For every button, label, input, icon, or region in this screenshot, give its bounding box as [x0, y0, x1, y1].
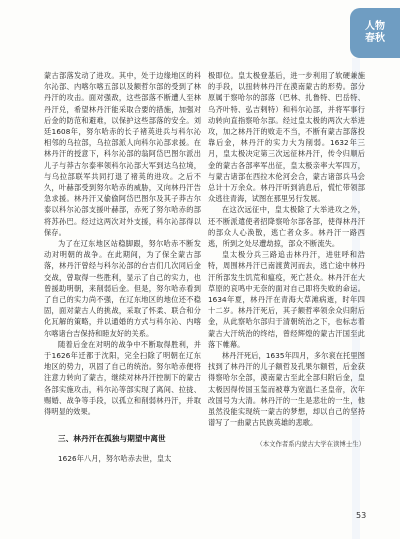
right-paragraph-1: 极即位。皇太极登基后，进一步利用了软硬兼施的手段，以扭转林丹汗在漠南蒙古的形势。部分原属于察哈尔的部落（巴林、扎鲁特、巴岳特、乌齐叶特、弘吉剌特）和科尔沁部，并将军事行动转向直指察哈尔部。经过皇太极的两次大举进攻，加之林丹汗的败走不当，不断有蒙古部落投靠后金，林丹汗的实力大为削弱。1632年三月，皇太极决定第三次远征林丹汗，传令归顺后金的蒙古各部率军出征，皇太极亲率大军四万，与蒙古诸部在西拉木伦河会合，蒙古诸部兵马会总计十万余众。林丹汗听到消息后，慌忙带领部众逃往青海，试图在那里另行发展。: [208, 71, 365, 204]
section-heading: 三、林丹汗在孤独与期望中离世: [58, 434, 166, 444]
left-paragraph-2: 为了在辽东地区站稳脚跟，努尔哈赤不断发动对明朝的战争。在此期间，为了保全蒙古部落，林丹汗曾经与科尔沁部的台吉们几次同后金交战，曾取得一些胜利，显示了自己的实力，也曾援助明朝，来削弱后金。但是，努尔哈赤看到了自己的实力尚不强，在辽东地区的地位还不稳固，面对蒙古人的挑战，采取了怀柔、联合和分化瓦解的策略，并以通婚的方式与科尔沁、内喀尔喀诸台吉保持和睦友好的关系。: [44, 239, 201, 338]
right-paragraph-4: 林丹汗死后，1635年四月，多尔衮在托里图找到了林丹汗的儿子额哲及孔果尔额哲，后金获得察哈尔全部，漠南蒙古至此全部归附后金，皇太极因得传国玉玺而被尊为宽温仁圣皇帝，次年改国号为大清。林丹汗的一生是悲壮的一生，他虽然没能实现统一蒙古的梦想，却以自己的坚持谱写了一曲蒙古民族英雄的悲歌。: [208, 351, 365, 428]
section-tab-line-2: 春秋: [365, 33, 385, 44]
author-note: （本文作者系内蒙古大学在读博士生）: [256, 439, 365, 448]
page-number: 53: [356, 511, 367, 520]
left-paragraph-1: 蒙古部落发动了进攻。其中，处于边缘地区的科尔沁部、内喀尔喀五部以及额哲尔部的受到了林丹汗的攻击。面对强敌，这些部落不断遭人至林丹汗兑，希望林丹汗能采取合要的措施，加强对后金的防范和避难，以保护这些部落的安全。刘廷1608年，努尔哈赤的长子褚英进兵与科尔沁相邻的乌拉部，乌拉部派人向科尔沁部求援。在林丹汗的授意下，科尔沁部的翁阿岱巴图尔派出儿子与莽古尔泰率领科尔沁部大军到达乌拉境，与乌拉部联军共同打退了褚英的进攻。之后不久，叶赫部受到努尔哈赤的威胁，又向林丹汗告急求援。林丹汗又偷偷阿岱巴图尔及其子莽古尔泰以科尔沁部支援叶赫部，赤死了努尔哈赤的部将苏孙巴。经过这两次对外支援，科尔沁部得以保存。: [44, 71, 201, 237]
section-tab-line-1: 人物: [365, 21, 385, 32]
right-paragraph-2: 在这次远征中，皇太极除了大举进攻之外，还不断派遣使者招降察哈尔部各部，使得林丹汗的部众人心涣散，逃亡者众多。林丹汗一路西逃，所到之处尽遭劫掠，部众不断流失。: [208, 205, 365, 249]
left-last-paragraph: 1626年八月，努尔哈赤去世，皇太: [58, 453, 172, 463]
section-tab: [350, 8, 400, 58]
right-paragraph-3: 皇太极分兵三路追击林丹汗，进驻呼和浩特，周围林丹汗已南渡黄河而去，逃亡途中林丹汗所部发生饥荒和瘟疫，死亡甚众。林丹汗在大草原的哀鸣中无奈的面对自己即将失败的命运。1634年夏，林丹汗在青海大草滩病逝，时年四十二岁。林丹汗死后，其子额哲率领余众归附后金，从此察哈尔部归于清朝统治之下，也标志着蒙古大汗统治的终结，曾经辉煌的蒙古汗国至此落下帷幕。: [208, 250, 365, 349]
left-column: [44, 70, 201, 464]
left-paragraph-3: 随着后金在对明的战争中不断取得胜利，并于1626年迁都于沈阳，完全扫除了明朝在辽东地区的势力，巩固了自己的统治。努尔哈赤便将注意力转向了蒙古，继续对林丹汗控制下的蒙古各部实施攻击，科尔沁等部实现了离间、拉拢、赐婚、战争等手段，以孤立和削弱林丹汗，并取得明显的效果。: [44, 339, 201, 417]
right-column: [208, 70, 365, 450]
